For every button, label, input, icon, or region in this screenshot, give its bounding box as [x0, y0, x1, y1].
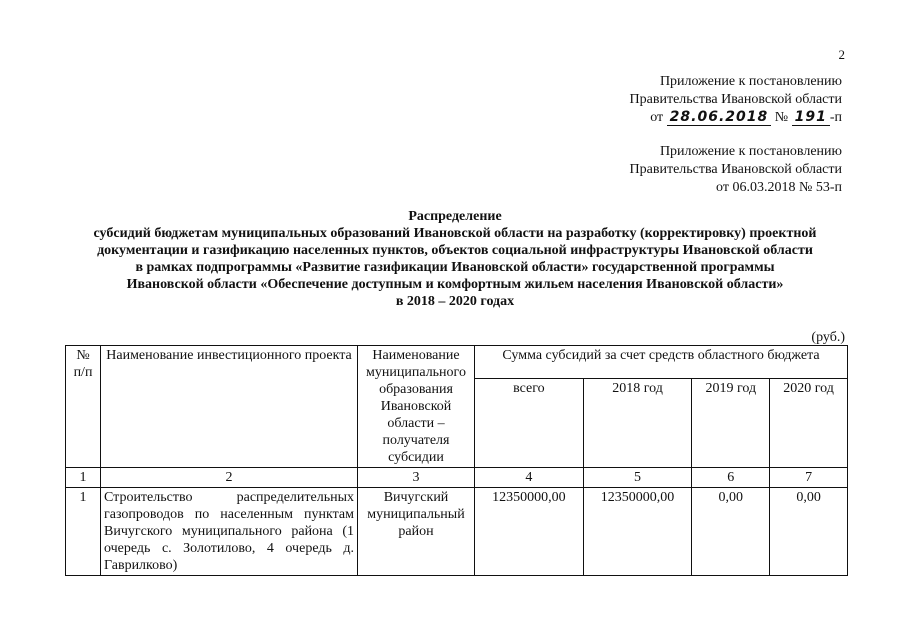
appendix-header-old: [630, 143, 842, 197]
appendix-header-new: [630, 73, 842, 127]
appendix-old-line2: Правительства Ивановской области: [629, 162, 842, 177]
column-number: 6: [692, 468, 770, 488]
column-number: 7: [770, 468, 848, 488]
appendix-new-number-suffix: -п: [829, 110, 842, 125]
appendix-new-date-prefix: от: [650, 110, 664, 125]
header-row-top: [66, 346, 848, 379]
header-2019: 2019 год: [692, 379, 770, 468]
column-number: 5: [583, 468, 692, 488]
appendix-new-line1: Приложение к постановлению: [659, 74, 842, 89]
currency-unit: (руб.): [811, 330, 845, 345]
column-numbers-row: [66, 468, 848, 488]
header-num: № п/п: [66, 346, 101, 468]
title-line2: субсидий бюджетам муниципальных образований Ивановской области на разработку (корректировку) проектной: [93, 226, 817, 241]
header-2018: 2018 год: [583, 379, 692, 468]
title-line3: документации и газификацию населенных пунктов, объектов социальной инфраструктуры Ивановской области: [97, 243, 813, 258]
header-total: всего: [475, 379, 584, 468]
table-row: [66, 488, 848, 576]
title-line4: в рамках подпрограммы «Развитие газификации Ивановской области» государственной программы: [135, 260, 775, 275]
appendix-old-line3: от 06.03.2018 № 53-п: [716, 180, 842, 195]
handwritten-date: 28.06.2018: [667, 110, 772, 126]
row-num: 1: [66, 488, 101, 576]
subsidy-table: [65, 345, 848, 576]
column-number: 1: [66, 468, 101, 488]
appendix-new-number-sign: №: [774, 110, 789, 125]
column-number: 3: [358, 468, 475, 488]
row-project: Строительство распределительных газопроводов по населенным пунктам Вичугского муниципального района (1 очередь с. Золотилово, 4 очередь д. Гаврилково): [101, 488, 358, 576]
header-project: Наименование инвестиционного проекта: [101, 346, 358, 468]
column-number: 2: [101, 468, 358, 488]
appendix-new-date-line: [630, 109, 842, 127]
document-title: [60, 208, 850, 310]
appendix-old-line1: Приложение к постановлению: [659, 144, 842, 159]
title-line1: Распределение: [408, 209, 502, 224]
column-number: 4: [475, 468, 584, 488]
title-line5: Ивановской области «Обеспечение доступным и комфортным жильем населения Ивановской области»: [126, 277, 784, 292]
header-municipality: Наименование муниципального образования Ивановской области – получателя субсидии: [358, 346, 475, 468]
header-2020: 2020 год: [770, 379, 848, 468]
handwritten-number: 191: [792, 110, 830, 126]
row-municipality: Вичугский муниципальный район: [358, 488, 475, 576]
header-sum-group: Сумма субсидий за счет средств областного бюджета: [475, 346, 848, 379]
title-line6: в 2018 – 2020 годах: [395, 294, 515, 309]
row-total: 12350000,00: [475, 488, 584, 576]
appendix-new-line2: Правительства Ивановской области: [629, 92, 842, 107]
row-2020: 0,00: [770, 488, 848, 576]
page-number: 2: [838, 47, 845, 62]
row-2018: 12350000,00: [583, 488, 692, 576]
row-2019: 0,00: [692, 488, 770, 576]
